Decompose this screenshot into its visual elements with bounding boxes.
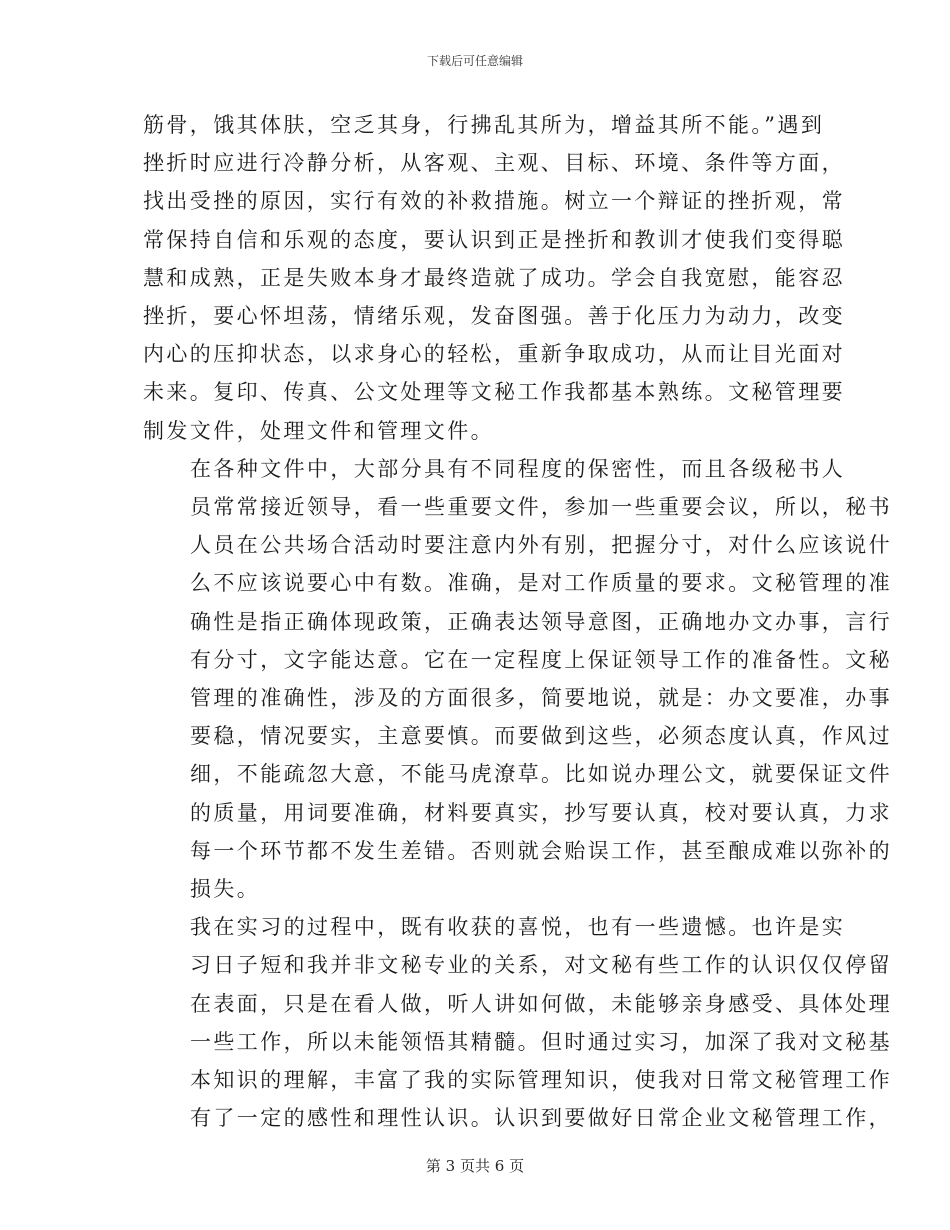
text-line: 慧和成熟，正是失败本身才最终造就了成功。学会自我宽慰，能容忍 <box>143 265 845 290</box>
text-line: 我在实习的过程中，既有收获的喜悦，也有一些遗憾。也许是实 <box>190 915 846 940</box>
text-line: 找出受挫的原因，实行有效的补救措施。树立一个辩证的挫折观，常 <box>143 189 845 214</box>
paragraph <box>143 106 845 450</box>
text-line: 每一个环节都不发生差错。否则就会贻误工作，甚至酿成难以弥补的 <box>190 838 892 863</box>
text-line: 人员在公共场合活动时要注意内外有别，把握分寸，对什么应该说什 <box>190 533 892 558</box>
text-line: 习日子短和我并非文秘专业的关系，对文秘有些工作的认识仅仅停留 <box>190 953 892 978</box>
text-line: 未来。复印、传真、公文处理等文秘工作我都基本熟练。文秘管理要 <box>143 380 845 405</box>
page-number-footer: 第 3 页共 6 页 <box>425 1157 525 1175</box>
text-line: 管理的准确性，涉及的方面很多，简要地说，就是：办文要准，办事 <box>190 686 892 711</box>
page-header: 下载后可任意编辑 <box>426 54 523 68</box>
text-line: 筋骨，饿其体肤，空乏其身，行拂乱其所为，增益其所不能。”遇到 <box>143 113 825 137</box>
text-line: 挫折，要心怀坦荡，情绪乐观，发奋图强。善于化压力为动力，改变 <box>143 304 845 329</box>
text-line: 在表面，只是在看人做，听人讲如何做，未能够亲身感受、具体处理 <box>190 991 892 1016</box>
text-line: 员常常接近领导，看一些重要文件，参加一些重要会议，所以，秘书 <box>190 495 892 520</box>
document-body <box>143 106 892 1137</box>
paragraph <box>143 450 892 908</box>
text-line: 本知识的理解，丰富了我的实际管理知识，使我对日常文秘管理工作 <box>190 1068 892 1093</box>
text-line: 制发文件，处理文件和管理文件。 <box>143 418 494 443</box>
text-line: 挫折时应进行冷静分析，从客观、主观、目标、环境、条件等方面， <box>143 151 845 176</box>
text-line: 要稳，情况要实，主意要慎。而要做到这些，必须态度认真，作风过 <box>190 724 892 749</box>
text-line: 的质量，用词要准确，材料要真实，抄写要认真，校对要认真，力求 <box>190 800 892 825</box>
text-line: 在各种文件中，大部分具有不同程度的保密性，而且各级秘书人 <box>190 456 846 481</box>
text-line: 常保持自信和乐观的态度，要认识到正是挫折和教训才使我们变得聪 <box>143 227 845 252</box>
text-line: 细，不能疏忽大意，不能马虎潦草。比如说办理公文，就要保证文件 <box>190 762 892 787</box>
text-line: 一些工作，所以未能领悟其精髓。但时通过实习，加深了我对文秘基 <box>190 1029 892 1054</box>
text-line: 有分寸，文字能达意。它在一定程度上保证领导工作的准备性。文秘 <box>190 647 892 672</box>
text-line: 么不应该说要心中有数。准确，是对工作质量的要求。文秘管理的准 <box>190 571 892 596</box>
text-line: 有了一定的感性和理性认识。认识到要做好日常企业文秘管理工作， <box>190 1106 892 1131</box>
text-line: 内心的压抑状态，以求身心的轻松，重新争取成功，从而让目光面对 <box>143 342 845 367</box>
text-line: 确性是指正确体现政策，正确表达领导意图，正确地办文办事，言行 <box>190 609 892 634</box>
text-line: 损失。 <box>190 877 261 902</box>
paragraph <box>143 908 892 1137</box>
